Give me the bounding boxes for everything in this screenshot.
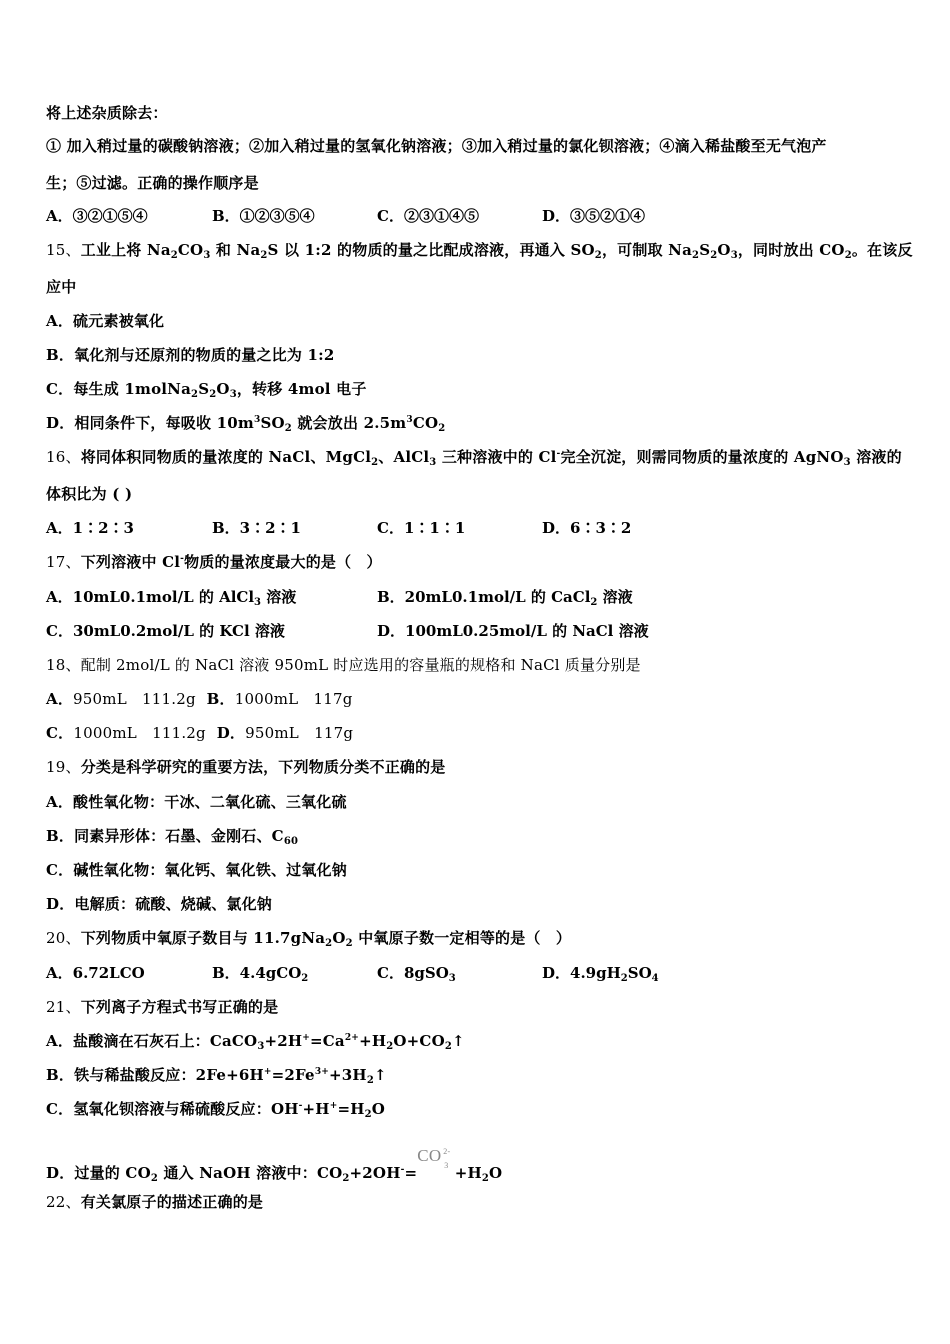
q21-d-text: +2OH: [349, 1164, 401, 1182]
q18-a-text: 950mL 111.2g: [73, 690, 196, 708]
q21-b-text: +3H: [329, 1066, 367, 1084]
q16-option-c: C．1∶1∶1: [377, 519, 466, 537]
q16-option-b: B．3∶2∶1: [212, 519, 301, 537]
q17-option-d: D．100mL0.25mol/L 的 NaCl 溶液: [377, 622, 649, 640]
q15-d-sup: 3: [253, 415, 261, 425]
q21-d-text: +H: [449, 1164, 482, 1182]
carbonate-ion-image: [417, 1146, 449, 1172]
q20-stem: [46, 928, 571, 948]
q17-a-text: 溶液: [261, 588, 297, 606]
q21-c-text: O: [371, 1100, 386, 1118]
q15-text: 工业上将 Na: [80, 241, 171, 259]
q16-stem-line-2: 体积比为 ( ): [46, 485, 133, 503]
q16-number: 16、: [46, 448, 81, 466]
q15-sub: 2: [170, 250, 178, 261]
q20-number: 20、: [46, 929, 81, 947]
q16-text: 、AlCl: [378, 448, 430, 466]
intro-option-b: B．①②③⑤④: [212, 207, 315, 225]
q21-c-sub: 2: [364, 1109, 372, 1120]
q15-text: 。在该反: [851, 241, 913, 259]
intro-option-c: C．②③①④⑤: [377, 207, 479, 225]
q19-option-b: [46, 826, 298, 846]
q18-b-text: 1000mL 117g: [234, 690, 353, 708]
q19-text: 分类是科学研究的重要方法，下列物质分类不正确的是: [80, 758, 446, 776]
q15-text: S: [699, 241, 711, 259]
q21-b-sup: 3+: [314, 1067, 330, 1077]
q19-stem: [46, 757, 446, 777]
q17-number: 17、: [46, 553, 81, 571]
q15-option-b: B．氧化剂与还原剂的物质的量之比为 1:2: [46, 346, 335, 364]
intro-option-a: A．③②①⑤④: [46, 207, 148, 225]
q15-sub: 2: [844, 250, 852, 261]
q15-d-sub: 2: [438, 423, 446, 434]
q19-b-text: B．同素异形体：石墨、金刚石、C: [46, 827, 284, 845]
q18-stem: [46, 655, 641, 675]
q21-stem: [46, 997, 278, 1017]
q17-b-text: 溶液: [597, 588, 633, 606]
q19-option-a: A．酸性氧化物：干冰、二氧化硫、三氧化硫: [46, 793, 347, 811]
q15-c-text: O: [216, 380, 230, 398]
q15-c-sub: 3: [229, 389, 237, 400]
q15-sub: 2: [710, 250, 718, 261]
q16-text: 将同体积同物质的量浓度的 NaCl、MgCl: [80, 448, 372, 466]
q15-c-text: S: [198, 380, 210, 398]
q21-text: 下列离子方程式书写正确的是: [80, 998, 279, 1016]
q20-option-b: [212, 963, 308, 983]
q20-text: 下列物质中氧原子数目与 11.7gNa: [80, 929, 326, 947]
q16-option-d: D．6∶3∶2: [542, 519, 632, 537]
q17-option-a: [46, 587, 296, 607]
q20-option-a: A．6.72LCO: [46, 964, 145, 982]
intro-line-3: 生；⑤过滤。正确的操作顺序是: [46, 174, 259, 192]
q21-a-text: ↑: [452, 1032, 465, 1050]
q15-c-text: ，转移 4mol 电子: [236, 380, 367, 398]
q20-text: 中氧原子数一定相等的是（ ）: [352, 929, 572, 947]
q18-number: 18、: [46, 656, 81, 674]
q16-sub: 2: [371, 457, 379, 468]
q21-a-text: +H: [359, 1032, 387, 1050]
q15-option-a: A．硫元素被氧化: [46, 312, 165, 330]
intro-line-1: 将上述杂质除去：: [46, 104, 168, 122]
q21-a-sup: 2+: [344, 1033, 360, 1043]
q15-text: CO: [177, 241, 204, 259]
q15-option-d: [46, 413, 445, 433]
q19-option-d: D．电解质：硫酸、烧碱、氯化钠: [46, 895, 273, 913]
q20-sub: 2: [345, 938, 353, 949]
q21-a-text: =Ca: [310, 1032, 345, 1050]
q16-sup: -: [556, 449, 561, 459]
q21-c-text: C．氢氧化钡溶液与稀硫酸反应：OH: [46, 1100, 299, 1118]
q21-d-text: D．过量的 CO: [46, 1164, 151, 1182]
q21-c-text: +H: [302, 1100, 330, 1118]
q20-b-text: B．4.4gCO: [212, 964, 302, 982]
q15-c-sub: 2: [209, 389, 217, 400]
q20-text: O: [332, 929, 346, 947]
q21-option-c: [46, 1099, 385, 1119]
q20-d-sub: 2: [620, 973, 628, 984]
intro-option-d: D．③⑤②①④: [542, 207, 646, 225]
q15-d-text: CO: [412, 414, 439, 432]
q18-b-label: B．: [206, 690, 235, 708]
q21-b-sup: +: [263, 1067, 272, 1077]
q15-stem-line-2: 应中: [46, 278, 77, 296]
q21-a-sup: +: [302, 1033, 311, 1043]
q21-a-text: A．盐酸滴在石灰石上：CaCO: [46, 1032, 258, 1050]
carbonate-ion-subscript: 3: [444, 1161, 449, 1170]
q22-number: 22、: [46, 1193, 81, 1211]
q18-a-label: A．: [46, 690, 74, 708]
q22-stem: [46, 1192, 263, 1212]
q21-b-text: B．铁与稀盐酸反应：2Fe+6H: [46, 1066, 264, 1084]
q21-d-sub: 2: [342, 1173, 350, 1184]
q20-option-c: [377, 963, 456, 983]
q16-text: 三种溶液中的 Cl: [436, 448, 557, 466]
q15-d-sub: 2: [284, 423, 292, 434]
q18-d-label: D．: [216, 724, 246, 742]
q17-text: 物质的量浓度最大的是（ ）: [184, 553, 382, 571]
q19-b-sub: 60: [283, 836, 299, 847]
q21-a-text: +2H: [264, 1032, 303, 1050]
q17-b-sub: 2: [590, 597, 598, 608]
q21-d-sub: 2: [481, 1173, 490, 1184]
q15-text: ，可制取 Na: [601, 241, 693, 259]
q19-number: 19、: [46, 758, 81, 776]
q21-d-sup: -: [400, 1165, 405, 1175]
q21-d-text: O: [489, 1164, 503, 1182]
carbonate-ion-base: CO: [417, 1146, 442, 1165]
q20-d-text: SO: [627, 964, 652, 982]
q20-sub: 2: [325, 938, 333, 949]
q15-text: S 以 1:2 的物质的量之比配成溶液，再通入 SO: [267, 241, 595, 259]
q18-d-text: 950mL 117g: [245, 724, 354, 742]
q21-option-d: [46, 1146, 502, 1183]
q15-sub: 2: [692, 250, 700, 261]
q18-options-cd: [46, 723, 353, 743]
q15-text: 和 Na: [210, 241, 261, 259]
q15-d-text: SO: [260, 414, 285, 432]
q16-text: 完全沉淀，则需同物质的量浓度的 AgNO: [560, 448, 844, 466]
q15-stem: [46, 240, 913, 260]
q21-c-sup: +: [329, 1101, 338, 1111]
q15-sub: 2: [260, 250, 268, 261]
q21-number: 21、: [46, 998, 81, 1016]
q17-a-sub: 3: [254, 597, 262, 608]
q15-sub: 2: [594, 250, 602, 261]
q17-b-text: B．20mL0.1mol/L 的 CaCl: [377, 588, 591, 606]
q21-d-sub: 2: [150, 1173, 159, 1184]
q21-b-text: ↑: [373, 1066, 387, 1084]
q21-c-text: =H: [337, 1100, 365, 1118]
q16-sub: 3: [429, 457, 437, 468]
q18-c-text: 1000mL 111.2g: [73, 724, 206, 742]
q15-d-text: 就会放出 2.5m: [291, 414, 407, 432]
q20-d-sub: 4: [651, 973, 659, 984]
q20-c-text: C．8gSO: [377, 964, 449, 982]
q18-options-ab: [46, 689, 353, 709]
q15-number: 15、: [46, 241, 81, 259]
q18-c-label: C．: [46, 724, 74, 742]
q17-option-b: [377, 587, 633, 607]
q16-stem: [46, 447, 902, 467]
intro-line-2: ① 加入稍过量的碳酸钠溶液；②加入稍过量的氢氧化钠溶液；③加入稍过量的氯化钡溶液；④滴入稀盐酸至无气泡产: [46, 137, 827, 155]
q21-b-text: =2Fe: [271, 1066, 315, 1084]
q16-option-a: A．1∶2∶3: [46, 519, 134, 537]
q21-option-b: [46, 1065, 387, 1085]
q21-a-sub: 3: [257, 1041, 265, 1052]
q22-text: 有关氯原子的描述正确的是: [80, 1193, 264, 1211]
q21-c-sup: -: [298, 1101, 303, 1111]
q15-option-c: [46, 379, 367, 399]
q15-c-text: C．每生成 1molNa: [46, 380, 192, 398]
carbonate-ion-charge: 2-: [443, 1147, 451, 1156]
q17-sup: -: [180, 554, 185, 564]
q15-c-sub: 2: [191, 389, 199, 400]
q21-a-sub: 2: [444, 1041, 453, 1052]
q15-sub: 3: [203, 250, 211, 261]
q15-text: ，同时放出 CO: [737, 241, 845, 259]
q17-text: 下列溶液中 Cl: [80, 553, 181, 571]
q21-d-text: 通入 NaOH 溶液中：CO: [158, 1164, 343, 1182]
q15-sub: 3: [730, 250, 738, 261]
q19-option-c: C．碱性氧化物：氧化钙、氧化铁、过氧化钠: [46, 861, 347, 879]
q20-d-text: D．4.9gH: [542, 964, 621, 982]
q15-d-sup: 3: [406, 415, 413, 425]
q16-sub: 3: [843, 457, 851, 468]
q21-a-text: O+CO: [393, 1032, 445, 1050]
q15-text: O: [717, 241, 731, 259]
q20-c-sub: 3: [448, 973, 456, 984]
q20-b-sub: 2: [301, 973, 309, 984]
q21-b-sub: 2: [366, 1075, 374, 1086]
q21-a-sub: 2: [386, 1041, 394, 1052]
q21-d-text: =: [404, 1164, 418, 1182]
q21-option-a: [46, 1031, 465, 1051]
q17-stem: [46, 552, 382, 572]
q16-text: 溶液的: [850, 448, 902, 466]
q15-d-text: D．相同条件下，每吸收 10m: [46, 414, 254, 432]
q17-option-c: C．30mL0.2mol/L 的 KCl 溶液: [46, 622, 285, 640]
q17-a-text: A．10mL0.1mol/L 的 AlCl: [46, 588, 255, 606]
q18-text: 配制 2mol/L 的 NaCl 溶液 950mL 时应选用的容量瓶的规格和 NaCl 质量分别是: [80, 656, 641, 674]
q20-option-d: [542, 963, 659, 983]
